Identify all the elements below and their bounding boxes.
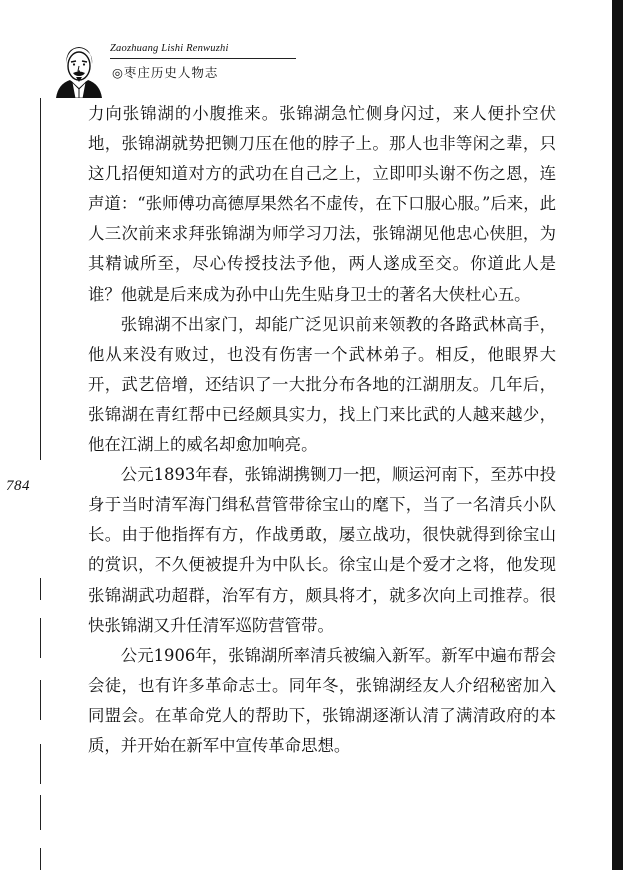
portrait-illustration	[52, 42, 104, 98]
paragraph: 力向张锦湖的小腹推来。张锦湖急忙侧身闪过，来人便扑空伏地，张锦湖就势把铡刀压在他的脖子上。那人也非等闲之辈，只这几招便知道对方的武功在自己之上，立即叩头谢不伤之恩，连声道：“张师傅功高德厚果然名不虚传，在下口服心服。”后来，此人三次前来求拜张锦湖为师学习刀法，张锦湖见他忠心侠胆，为其精诚所至，尽心传授技法予他，两人遂成至交。你道此人是谁？他就是后来成为孙中山先生贴身卫士的著名大侠杜心五。	[88, 104, 556, 304]
page-edge-shadow	[612, 0, 623, 870]
paragraph: 公元1893年春，张锦湖携铡刀一把，顺运河南下，至苏中投身于当时清军海门缉私营管带徐宝山的麾下，当了一名清兵小队长。由于他指挥有方，作战勇敢，屡立战功，很快就得到徐宝山的赏识，不久便被提升为中队长。徐宝山是个爱才之将，他发现张锦湖武功超群，治军有方，颇具将才，就多次向上司推荐。很快张锦湖又升任清军巡防营管带。	[88, 465, 556, 635]
margin-rule	[40, 795, 41, 830]
margin-rule	[40, 848, 41, 870]
header-title-chinese: ◎枣庄历史人物志	[112, 65, 219, 80]
page-number: 784	[6, 478, 30, 494]
paragraph: 公元1906年，张锦湖所率清兵被编入新军。新军中遍布帮会会徒，也有许多革命志士。同年冬，张锦湖经友人介绍秘密加入同盟会。在革命党人的帮助下，张锦湖逐渐认清了满清政府的本质，并开始在新军中宣传革命思想。	[88, 645, 556, 755]
margin-rule	[40, 578, 41, 600]
margin-rule	[40, 744, 41, 784]
body-text	[88, 99, 556, 761]
margin-rule	[40, 98, 41, 460]
paragraph: 张锦湖不出家门，却能广泛见识前来领教的各路武林高手，他从来没有败过，也没有伤害一个武林弟子。相反，他眼界大开，武艺倍增，还结识了一大批分布各地的江湖朋友。几年后，张锦湖在青红帮中已经颇具实力，找上门来比武的人越来越少，他在江湖上的威名却愈加响亮。	[88, 314, 556, 455]
header-divider	[110, 58, 296, 59]
margin-rule	[40, 680, 41, 720]
margin-rule	[40, 618, 41, 658]
running-header	[52, 42, 292, 92]
header-title-pinyin: Zaozhuang Lishi Renwuzhi	[110, 43, 229, 54]
